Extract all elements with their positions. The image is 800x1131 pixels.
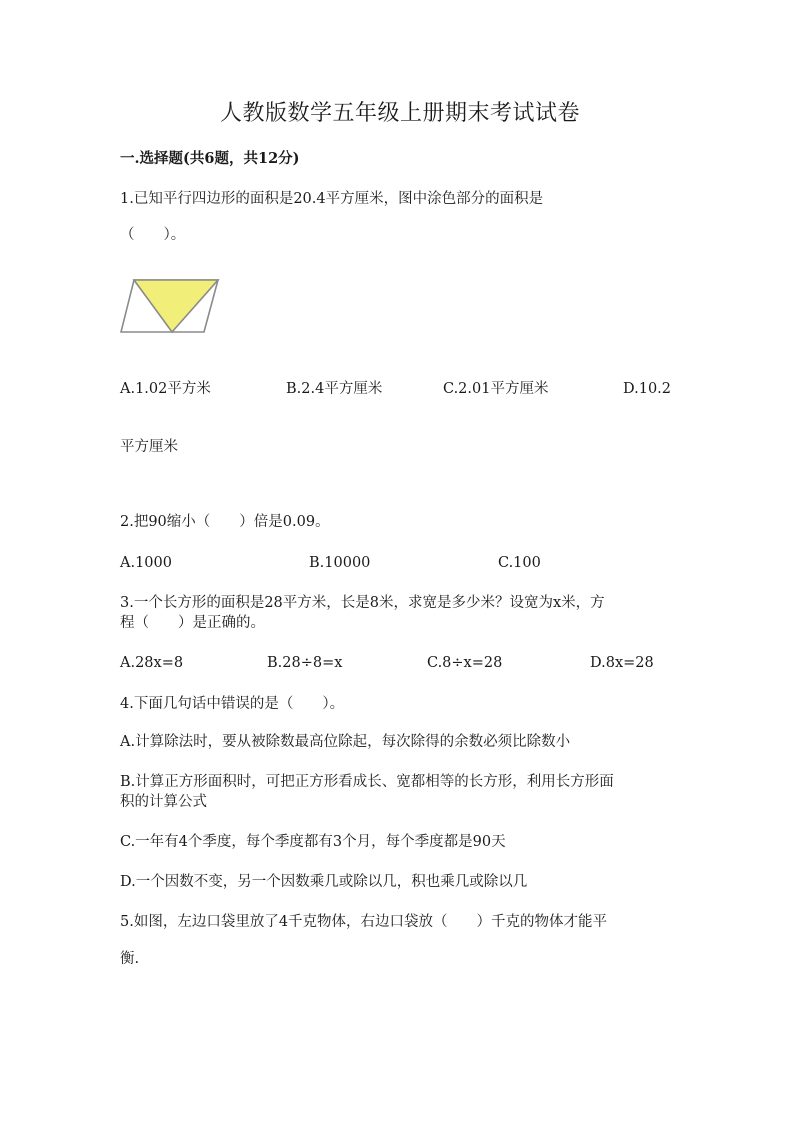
q5-stem: 5.如图，左边口袋里放了4千克物体，右边口袋放（ ）千克的物体才能平 [120, 914, 608, 930]
q4-option-a: A.计算除法时，要从被除数最高位除起，每次除得的余数必须比除数小 [120, 734, 571, 750]
q4-option-d: D.一个因数不变，另一个因数乘几或除以几，积也乘几或除以几 [120, 874, 528, 890]
q3-option-d: D.8x=28 [590, 655, 654, 671]
q4-option-b: B.计算正方形面积时，可把正方形看成长、宽都相等的长方形，利用长方形面 [120, 774, 614, 790]
section-heading: 一.选择题(共6题，共12分) [120, 150, 300, 167]
q1-option-c: C.2.01平方厘米 [443, 381, 549, 397]
q1-option-a: A.1.02平方米 [120, 381, 211, 397]
q2-option-a: A.1000 [120, 555, 172, 571]
q1-stem-blank: （ ）。 [120, 227, 186, 243]
q3-stem: 3.一个长方形的面积是28平方米，长是8米，求宽是多少米？设宽为x米，方 [120, 595, 605, 611]
q1-option-d: D.10.2 [623, 381, 672, 397]
q4-option-c: C.一年有4个季度，每个季度都有3个月，每个季度都是90天 [120, 834, 506, 850]
q1-option-d-cont: 平方厘米 [120, 439, 178, 455]
q3-option-c: C.8÷x=28 [427, 655, 503, 671]
q4-option-b-cont: 积的计算公式 [120, 794, 207, 810]
q2-stem: 2.把90缩小（ ）倍是0.09。 [120, 514, 330, 530]
q3-option-a: A.28x=8 [120, 655, 184, 671]
q4-stem: 4.下面几句话中错误的是（ ）。 [120, 696, 345, 712]
q5-stem-cont: 衡. [120, 951, 140, 967]
page-title: 人教版数学五年级上册期末考试试卷 [219, 101, 580, 126]
parallelogram-figure [120, 278, 225, 338]
q3-stem-cont: 程（ ）是正确的。 [120, 615, 265, 631]
q1-option-b: B.2.4平方厘米 [286, 381, 383, 397]
q1-stem: 1.已知平行四边形的面积是20.4平方厘米，图中涂色部分的面积是 [120, 191, 544, 207]
q3-option-b: B.28÷8=x [267, 655, 343, 671]
q2-option-c: C.100 [498, 555, 541, 571]
q2-option-b: B.10000 [309, 555, 371, 571]
